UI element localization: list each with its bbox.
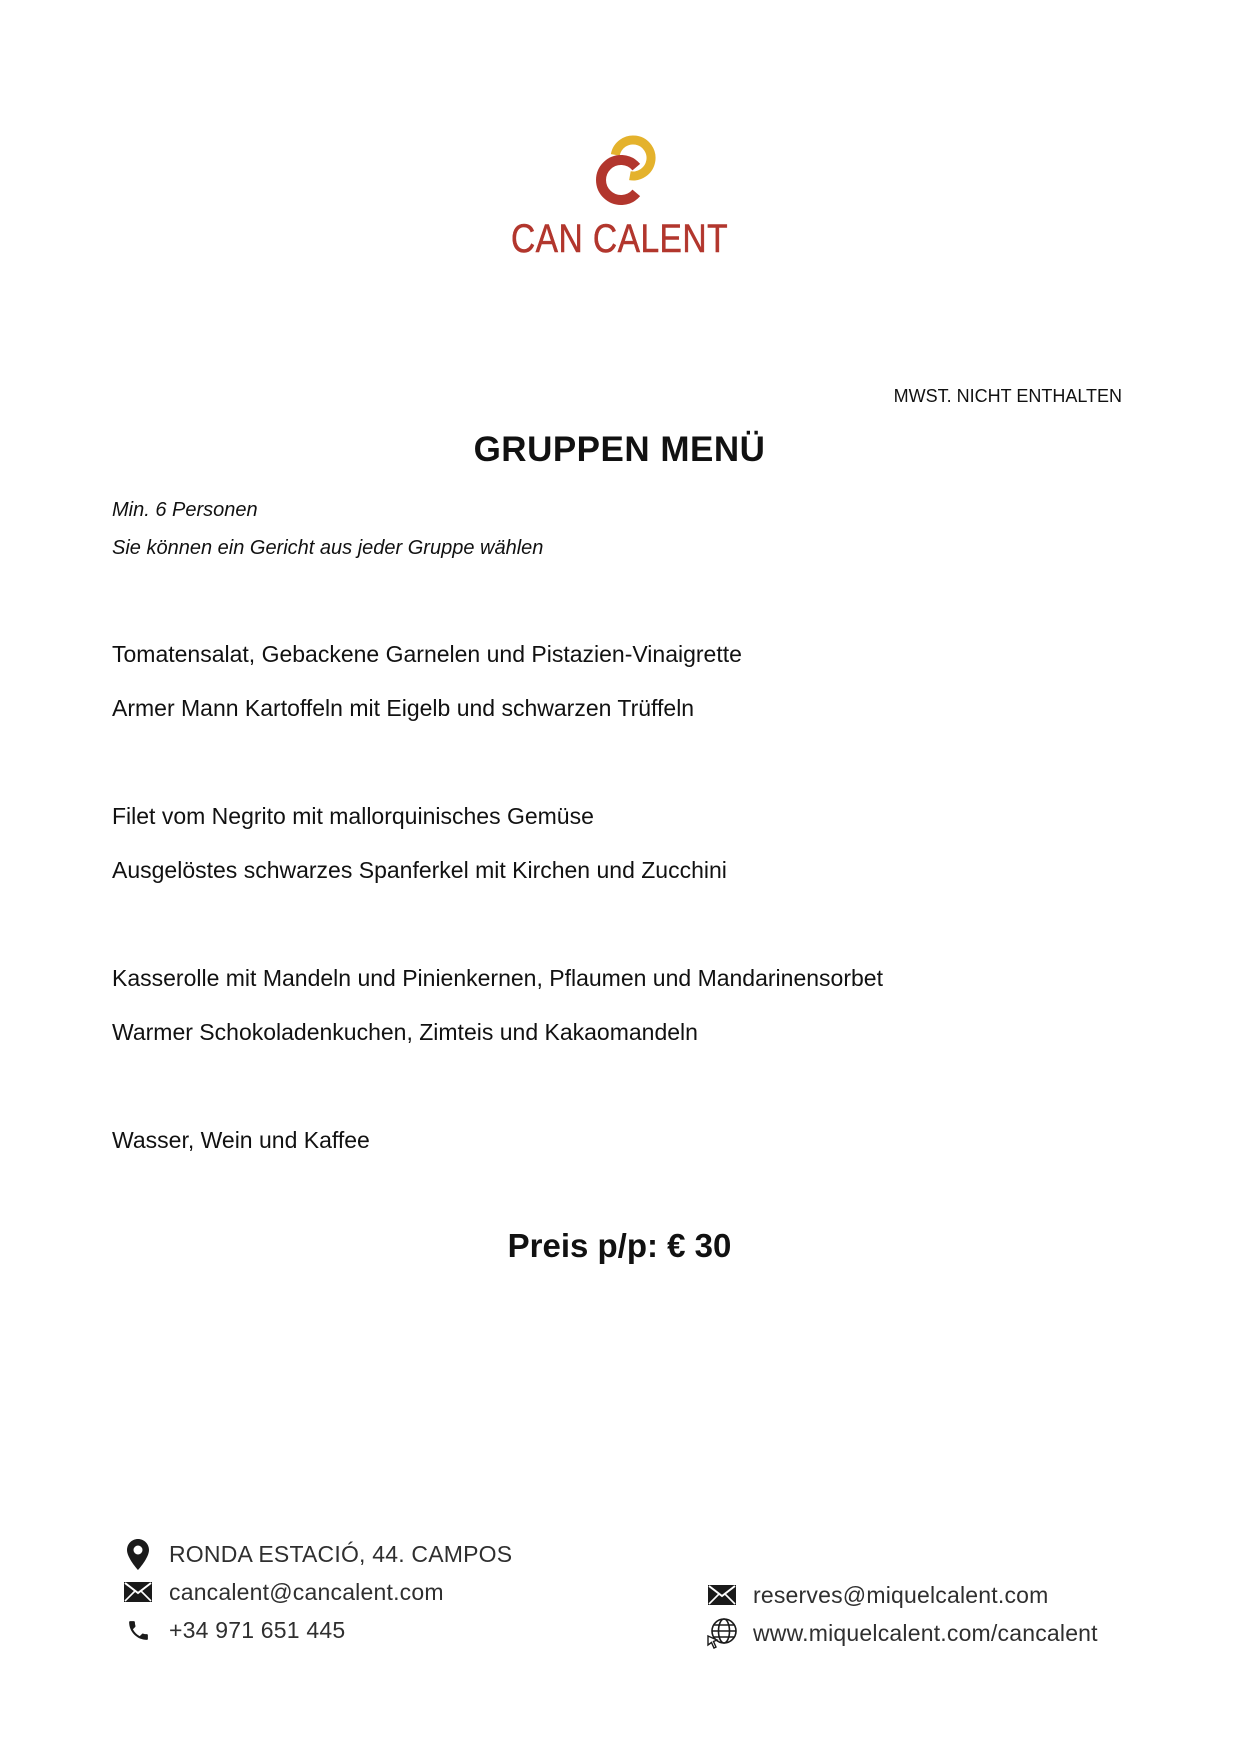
menu-item: Filet vom Negrito mit mallorquinisches Gemüse [112,803,594,829]
email-text: cancalent@cancalent.com [169,1578,444,1605]
phone-text: +34 971 651 445 [169,1616,346,1643]
footer-icon-box [118,1535,158,1573]
globe-latitudes [712,1625,736,1637]
tax-note: MWST. NICHT ENTHALTEN [893,386,1122,406]
can-calent-logo-icon [595,128,661,209]
footer-email-row [118,1573,512,1611]
envelope-icon [124,1582,152,1602]
menu-group-starters [112,627,883,735]
menu-group-desserts [112,951,883,1059]
price-per-person: Preis p/p: € 30 [507,1227,732,1264]
menu-item: Tomatensalat, Gebackene Garnelen und Pistazien-Vinaigrette [112,641,742,667]
menu-group-drinks [112,1113,883,1167]
address-text: RONDA ESTACIÓ, 44. CAMPOS [169,1540,513,1567]
menu-list [112,627,883,1221]
footer-website-row [702,1614,1098,1652]
footer-address-row [118,1535,512,1573]
cursor-arrow [708,1636,717,1648]
choice-note: Sie können ein Gericht aus jeder Gruppe wählen [112,537,544,559]
menu-group-mains [112,789,883,897]
globe-icon [705,1617,739,1649]
footer-icon-box [702,1576,742,1614]
page-title: GRUPPEN MENÜ [473,430,766,469]
footer-icon-box [702,1614,742,1652]
min-persons-note: Min. 6 Personen [112,499,258,521]
footer-icon-box [118,1573,158,1611]
menu-item: Ausgelöstes schwarzes Spanferkel mit Kirchen und Zucchini [112,857,727,883]
footer-contact-left [118,1535,512,1649]
menu-item: Wasser, Wein und Kaffee [112,1127,370,1153]
menu-item: Armer Mann Kartoffeln mit Eigelb und schwarzen Trüffeln [112,695,695,721]
reservations-email-text: reserves@miquelcalent.com [753,1581,1049,1608]
menu-notes [112,491,543,567]
website-text: www.miquelcalent.com/cancalent [753,1619,1098,1646]
footer-phone-row [118,1611,512,1649]
envelope-icon [708,1585,736,1605]
phone-handset-shape [129,1621,148,1640]
map-pin-icon [127,1539,149,1570]
menu-item: Warmer Schokoladenkuchen, Zimteis und Kakaomandeln [112,1019,698,1045]
phone-icon [126,1618,151,1643]
brand-name: CAN CALENT [510,217,729,261]
footer-contact-right [702,1576,1098,1652]
footer-reservations-row [702,1576,1098,1614]
menu-item: Kasserolle mit Mandeln und Pinienkernen, Pflaumen und Mandarinensorbet [112,965,883,991]
map-pin-shape [127,1539,149,1570]
footer-icon-box [118,1611,158,1649]
